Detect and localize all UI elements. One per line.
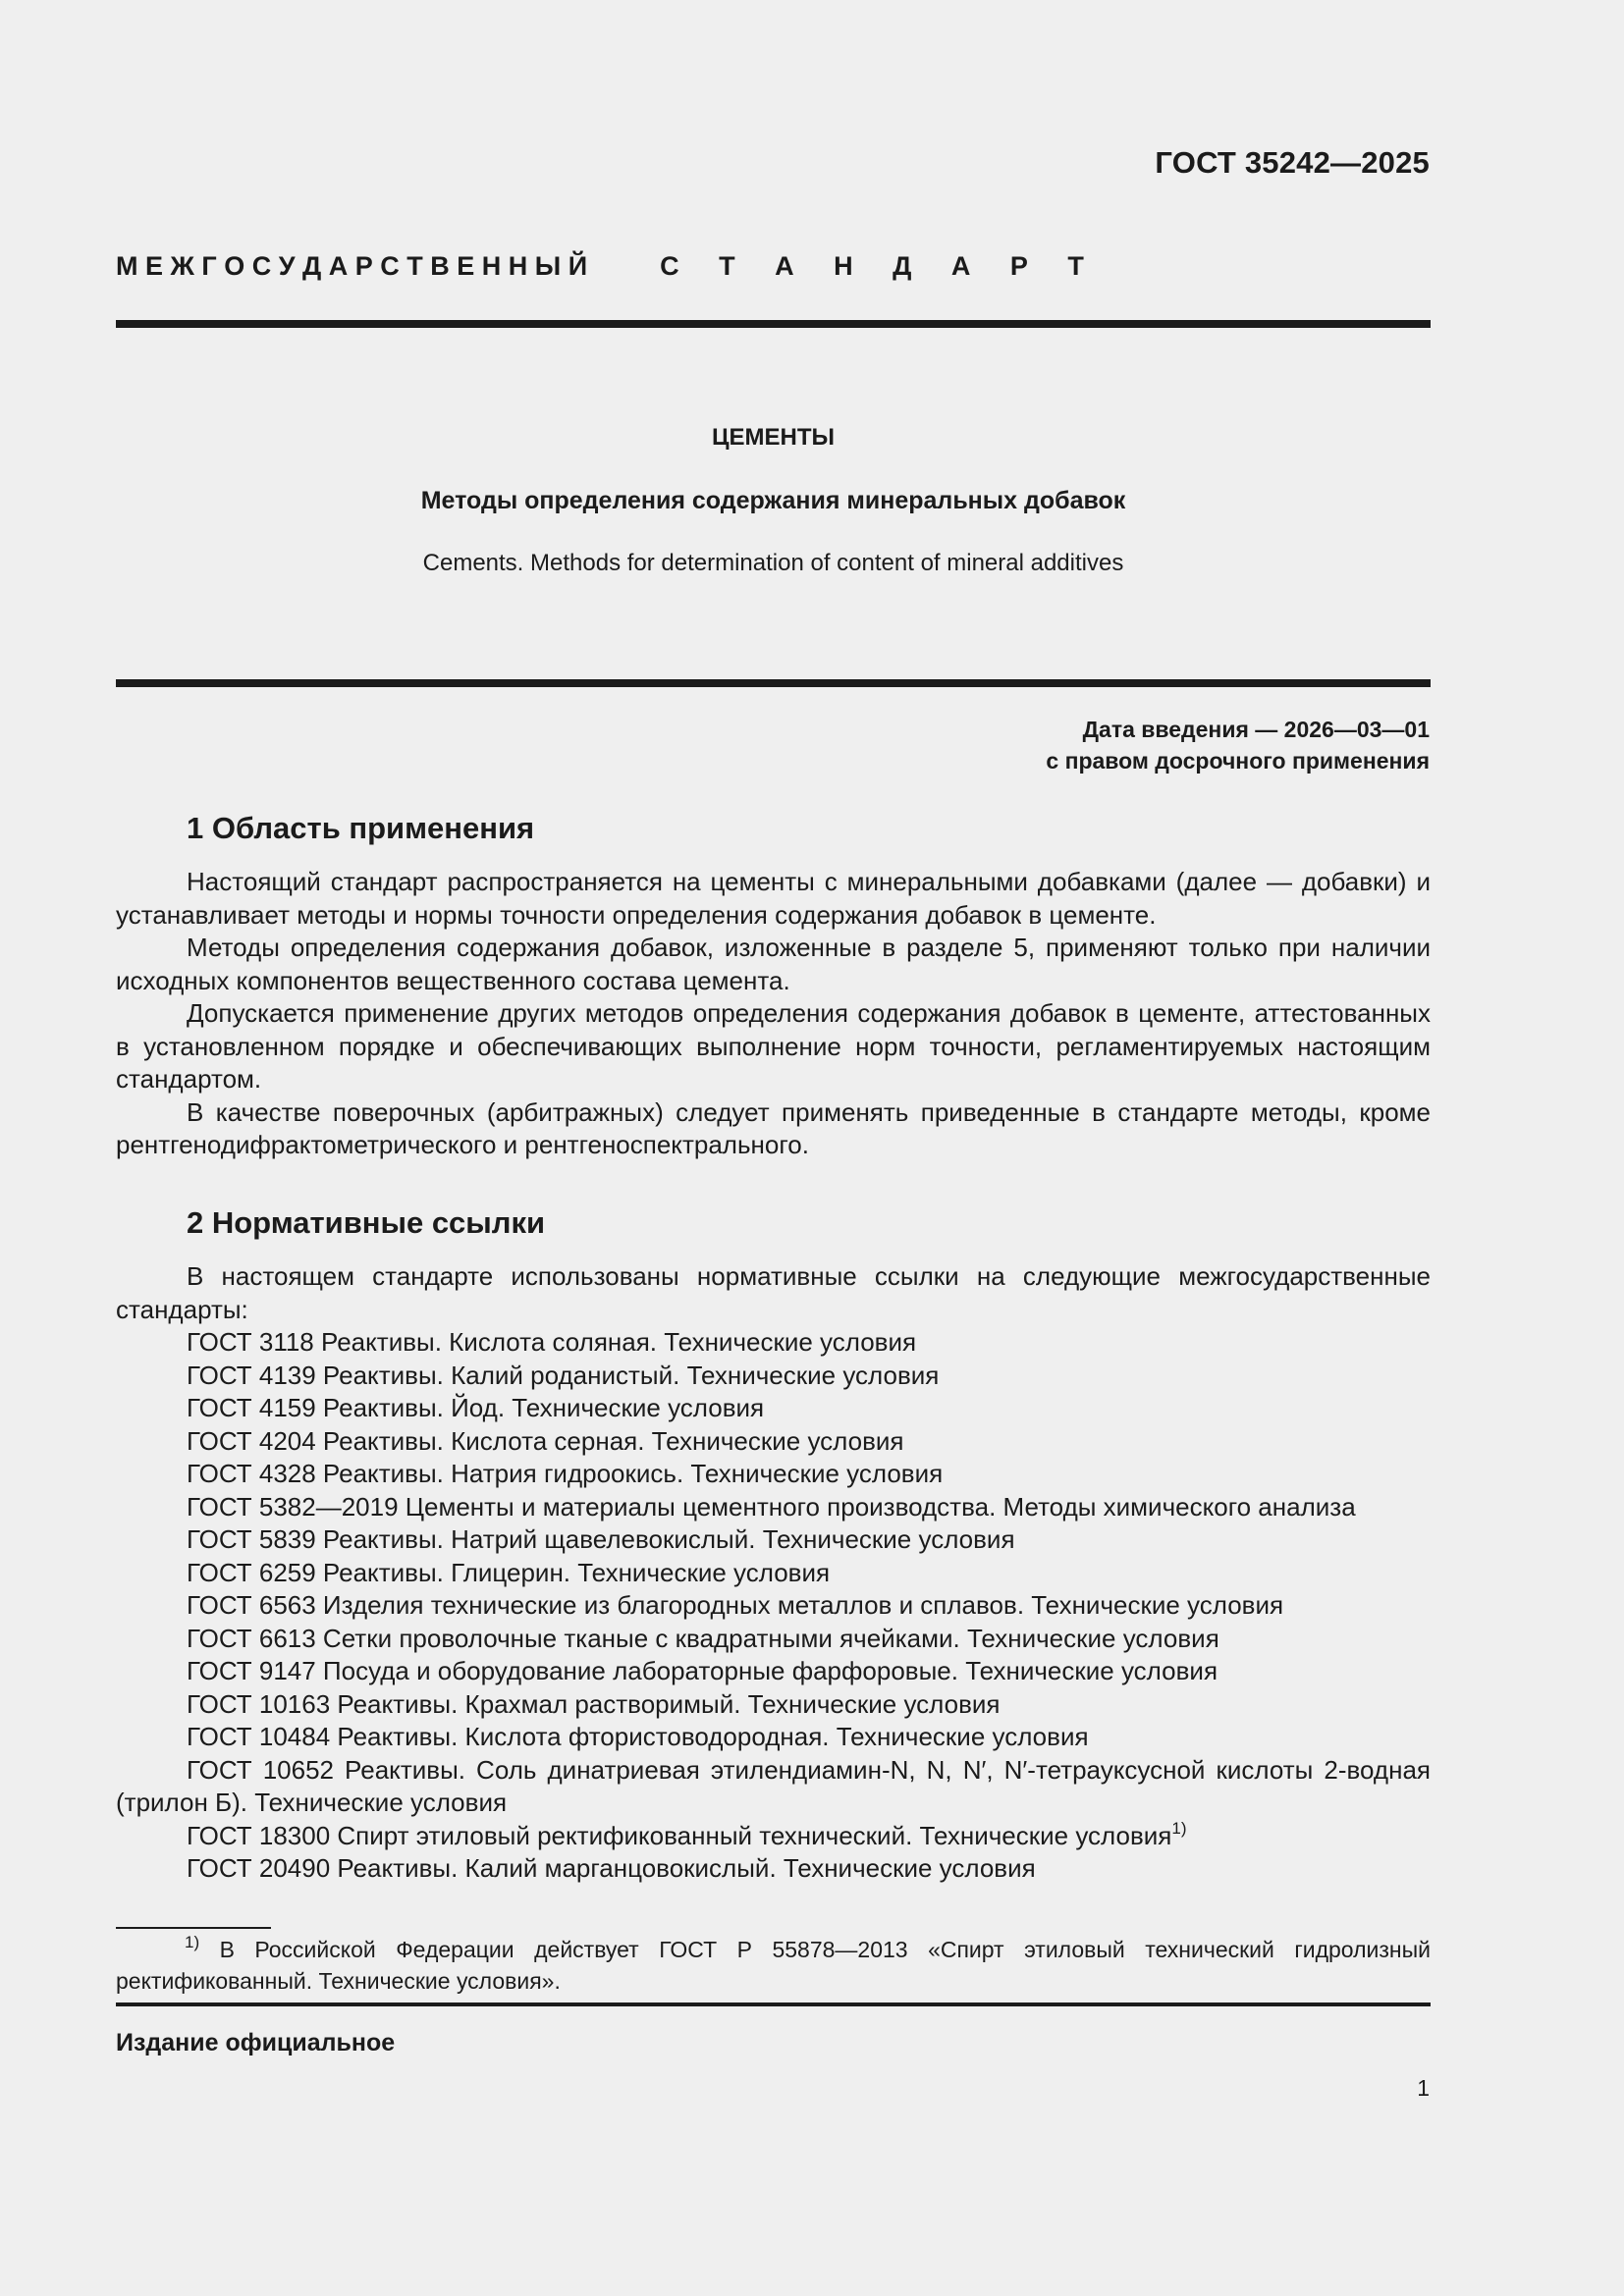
effective-date [1046, 714, 1430, 776]
section-2-intro: В настоящем стандарте использованы нормативные ссылки на следующие межгосударственные стандарты: [116, 1261, 1431, 1324]
footnote-text: В Российской Федерации действует ГОСТ Р 55878—2013 «Спирт этиловый технический гидролизный ректификованный. Технические условия». [116, 1937, 1431, 1994]
effective-date-line: Дата введения — 2026—03—01 [1082, 717, 1430, 742]
reference-item: ГОСТ 10652 Реактивы. Соль динатриевая этилендиамин-N, N, N′, N′-тетрауксусной кислоты 2-водная (трилон Б). Технические условия [116, 1754, 1431, 1817]
section-1-heading: 1 Область применения [187, 811, 535, 845]
section-1-paragraph: Настоящий стандарт распространяется на цементы с минеральными добавками (далее — добавки) и устанавливает методы и нормы точности определения содержания добавок в цементе. [116, 867, 1431, 930]
title-bottom-rule [116, 679, 1431, 687]
section-1-paragraph: Допускается применение других методов определения содержания добавок в цементе, аттестованных в установленном порядке и обеспечивающих выполнение норм точности, регламентируемых настоящим стандартом. [116, 998, 1431, 1094]
reference-item: ГОСТ 4328 Реактивы. Натрия гидроокись. Технические условия [187, 1459, 944, 1488]
reference-item-with-footnote [116, 1820, 1431, 1853]
reference-item: ГОСТ 3118 Реактивы. Кислота соляная. Технические условия [187, 1327, 917, 1357]
reference-item: ГОСТ 9147 Посуда и оборудование лабораторные фарфоровые. Технические условия [187, 1656, 1218, 1685]
doc-number: ГОСТ 35242—2025 [1155, 145, 1430, 180]
section-1-paragraph: В качестве поверочных (арбитражных) следует применять приведенные в стандарте методы, кроме рентгенодифрактометрического и рентгеноспектрального. [116, 1096, 1431, 1159]
footnote [116, 1934, 1431, 1997]
standard-type-word-1: М Е Ж Г О С У Д А Р С Т В Е Н Н Ы Й [116, 251, 588, 281]
standard-type-heading [116, 251, 1430, 282]
standard-type-word-2: С Т А Н Д А Р Т [660, 251, 1084, 281]
reference-item: ГОСТ 6613 Сетки проволочные тканые с квадратными ячейками. Технические условия [187, 1623, 1219, 1653]
section-2-heading: 2 Нормативные ссылки [187, 1205, 546, 1240]
official-edition-label: Издание официальное [116, 2029, 396, 2056]
section-1 [116, 811, 1431, 1162]
section-2 [116, 1205, 1431, 1886]
reference-item: ГОСТ 5839 Реактивы. Натрий щавелевокислый. Технические условия [187, 1524, 1015, 1554]
title-english: Cements. Methods for determination of content of mineral additives [422, 550, 1124, 576]
reference-item: ГОСТ 4204 Реактивы. Кислота серная. Технические условия [187, 1425, 904, 1456]
reference-text: ГОСТ 18300 Спирт этиловый ректификованный технический. Технические условия [187, 1820, 1172, 1850]
reference-item: ГОСТ 4139 Реактивы. Калий роданистый. Технические условия [187, 1360, 940, 1390]
footnote-separator [116, 1927, 271, 1929]
footer-rule [116, 2002, 1431, 2006]
title-main: ЦЕМЕНТЫ [711, 424, 836, 451]
reference-item: ГОСТ 10163 Реактивы. Крахмал растворимый. Технические условия [187, 1688, 1001, 1719]
early-application-line: с правом досрочного применения [1046, 748, 1430, 774]
top-rule [116, 320, 1431, 328]
reference-item: ГОСТ 20490 Реактивы. Калий марганцовокислый. Технические условия [187, 1853, 1036, 1883]
reference-item: ГОСТ 6563 Изделия технические из благородных металлов и сплавов. Технические условия [187, 1590, 1284, 1620]
section-1-paragraph: Методы определения содержания добавок, изложенные в разделе 5, применяют только при наличии исходных компонентов вещественного состава цемента. [116, 933, 1431, 995]
reference-item: ГОСТ 10484 Реактивы. Кислота фтористоводородная. Технические условия [187, 1722, 1089, 1751]
reference-item: ГОСТ 4159 Реактивы. Йод. Технические условия [187, 1393, 765, 1422]
reference-item: ГОСТ 5382—2019 Цементы и материалы цементного производства. Методы химического анализа [187, 1491, 1356, 1522]
footnote-marker: 1) [185, 1933, 200, 1952]
footnote-reference-marker[interactable]: 1) [1171, 1818, 1187, 1838]
reference-item: ГОСТ 6259 Реактивы. Глицерин. Технические условия [187, 1557, 831, 1587]
page-number: 1 [1417, 2075, 1430, 2101]
title-subtitle: Методы определения содержания минеральных добавок [420, 487, 1126, 514]
